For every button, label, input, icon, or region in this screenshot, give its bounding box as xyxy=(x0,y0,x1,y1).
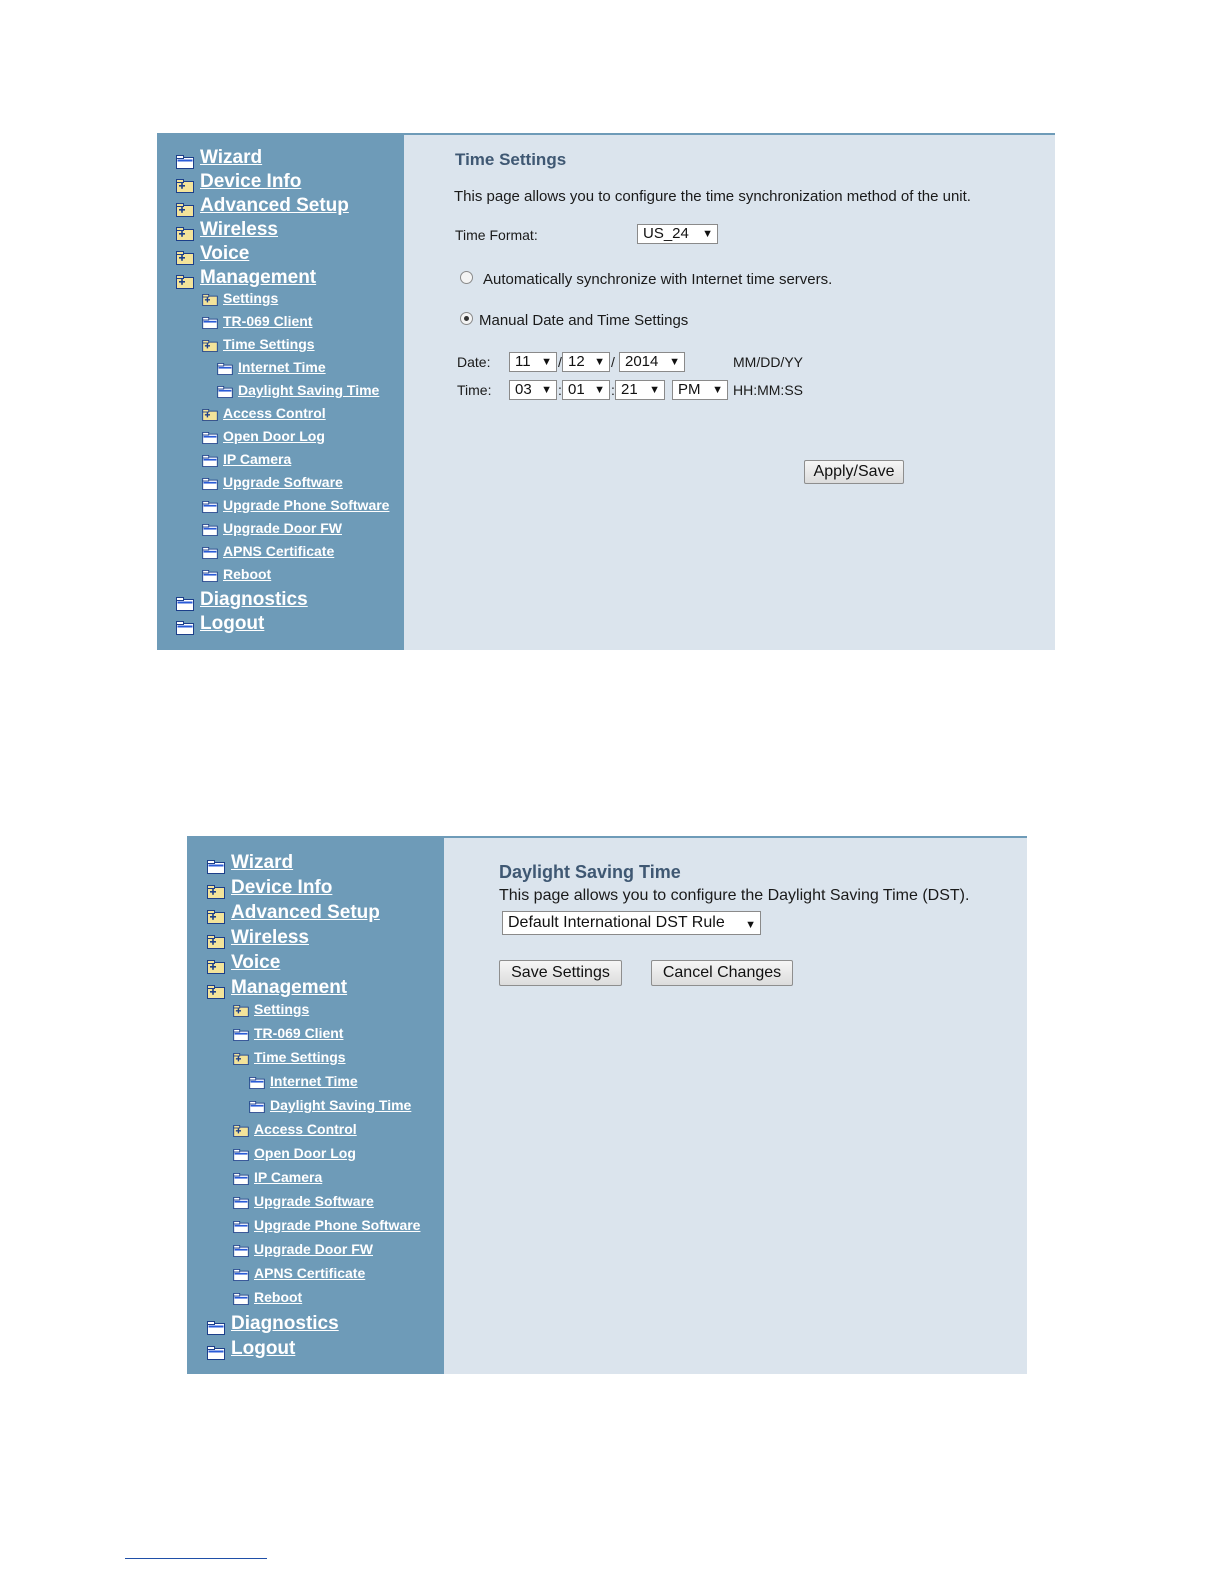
sidebar-item-label[interactable]: Logout xyxy=(231,1338,296,1359)
sidebar-item-ip-camera[interactable] xyxy=(202,451,291,467)
sidebar-item-label[interactable]: Device Info xyxy=(231,877,333,898)
sidebar-item-label[interactable]: Daylight Saving Time xyxy=(238,382,380,398)
sidebar-item-advanced-setup[interactable] xyxy=(207,902,380,924)
sidebar-item-daylight-saving-time[interactable] xyxy=(249,1097,411,1113)
sidebar-item-tr-069-client[interactable] xyxy=(233,1025,343,1041)
sidebar-item-reboot[interactable] xyxy=(202,566,271,582)
time-second-value: 21 xyxy=(621,381,638,398)
dst-rule-value: Default International DST Rule xyxy=(508,914,725,931)
sidebar-item-label[interactable]: Management xyxy=(200,267,317,288)
folder-icon xyxy=(233,1173,249,1185)
sidebar-item-wireless[interactable] xyxy=(176,219,278,241)
sidebar-item-label[interactable]: Internet Time xyxy=(270,1073,358,1089)
sidebar-item-advanced-setup[interactable] xyxy=(176,195,349,217)
sidebar-item-access-control[interactable] xyxy=(233,1121,357,1137)
folder-plus-icon xyxy=(233,1125,249,1137)
sidebar-item-logout[interactable] xyxy=(176,613,264,635)
sidebar-item-label[interactable]: Wizard xyxy=(231,852,294,873)
sidebar-item-label[interactable]: Management xyxy=(231,977,348,998)
folder-icon xyxy=(249,1101,265,1113)
sidebar-item-daylight-saving-time[interactable] xyxy=(217,382,379,398)
folder-plus-icon xyxy=(207,935,225,949)
folder-icon xyxy=(233,1245,249,1257)
folder-icon xyxy=(233,1293,249,1305)
sidebar-item-label[interactable]: TR-069 Client xyxy=(254,1025,344,1041)
folder-icon xyxy=(233,1269,249,1281)
sidebar-item-wireless[interactable] xyxy=(207,927,309,949)
sidebar-item-wizard[interactable] xyxy=(207,852,293,874)
chevron-down-icon: ▼ xyxy=(702,228,713,240)
time-ampm-select[interactable] xyxy=(672,380,728,400)
folder-plus-icon xyxy=(176,227,194,241)
sidebar-item-label[interactable]: Upgrade Phone Software xyxy=(254,1217,421,1233)
date-day-select[interactable] xyxy=(562,352,610,372)
sidebar-nav xyxy=(187,836,444,1374)
sidebar-item-label[interactable]: Reboot xyxy=(254,1289,303,1305)
sidebar-item-label[interactable]: Upgrade Door FW xyxy=(254,1241,373,1257)
folder-plus-icon xyxy=(176,203,194,217)
chevron-down-icon: ▼ xyxy=(541,356,552,368)
cancel-changes-button[interactable]: Cancel Changes xyxy=(651,960,793,986)
folder-icon xyxy=(217,386,233,398)
date-format-hint: MM/DD/YY xyxy=(733,354,803,370)
time-hour-value: 03 xyxy=(515,381,532,398)
chevron-down-icon: ▼ xyxy=(594,384,605,396)
folder-icon xyxy=(202,432,218,444)
folder-icon xyxy=(202,501,218,513)
sidebar-item-label[interactable]: Time Settings xyxy=(223,336,315,352)
folder-icon xyxy=(233,1197,249,1209)
sidebar-item-internet-time[interactable] xyxy=(217,359,326,375)
page-description: This page allows you to configure the time synchronization method of the unit. xyxy=(454,188,971,205)
time-label: Time: xyxy=(457,382,492,398)
sidebar-item-device-info[interactable] xyxy=(207,877,332,899)
date-year-value: 2014 xyxy=(625,353,659,370)
sidebar-item-label[interactable]: Voice xyxy=(231,952,281,973)
folder-plus-icon xyxy=(207,885,225,899)
folder-icon xyxy=(202,547,218,559)
folder-plus-icon xyxy=(233,1053,249,1065)
sidebar-item-management[interactable] xyxy=(176,267,316,289)
sidebar-item-label[interactable]: IP Camera xyxy=(223,451,292,467)
folder-icon xyxy=(202,524,218,536)
dst-rule-select[interactable] xyxy=(502,911,761,935)
sidebar-item-settings[interactable] xyxy=(202,290,278,306)
date-year-select[interactable] xyxy=(619,352,685,372)
chevron-down-icon: ▼ xyxy=(712,384,723,396)
sidebar-item-label[interactable]: Diagnostics xyxy=(200,589,308,610)
page-title: Daylight Saving Time xyxy=(499,862,681,882)
chevron-down-icon: ▼ xyxy=(594,356,605,368)
time-settings-screenshot xyxy=(157,133,1055,650)
dst-panel xyxy=(444,836,1027,1374)
time-format-hint: HH:MM:SS xyxy=(733,382,803,398)
time-separator: : xyxy=(611,382,615,398)
sidebar-item-upgrade-phone-software[interactable] xyxy=(202,497,389,513)
sidebar-item-time-settings[interactable] xyxy=(233,1049,346,1065)
sidebar-item-label[interactable]: Internet Time xyxy=(238,359,326,375)
date-month-select[interactable] xyxy=(509,352,557,372)
folder-plus-icon xyxy=(202,340,218,352)
folder-icon xyxy=(207,860,225,874)
folder-plus-icon xyxy=(233,1005,249,1017)
sidebar-item-internet-time[interactable] xyxy=(249,1073,358,1089)
sidebar-item-label[interactable]: Wireless xyxy=(231,927,309,948)
manual-settings-radio[interactable] xyxy=(460,312,473,325)
page-title: Time Settings xyxy=(455,150,567,169)
date-day-value: 12 xyxy=(568,353,585,370)
sidebar-item-label[interactable]: APNS Certificate xyxy=(254,1265,366,1281)
sidebar-item-diagnostics[interactable] xyxy=(207,1313,339,1335)
folder-plus-icon xyxy=(176,179,194,193)
sidebar-item-label[interactable]: APNS Certificate xyxy=(223,543,335,559)
sidebar-item-label[interactable]: Diagnostics xyxy=(231,1313,339,1334)
sidebar-item-apns-certificate[interactable] xyxy=(202,543,334,559)
time-second-select[interactable] xyxy=(615,380,665,400)
folder-icon xyxy=(202,317,218,329)
time-separator: : xyxy=(558,382,562,398)
folder-plus-icon xyxy=(207,960,225,974)
sidebar-item-label[interactable]: Voice xyxy=(200,243,250,264)
chevron-down-icon: ▼ xyxy=(541,384,552,396)
sidebar-item-access-control[interactable] xyxy=(202,405,326,421)
sidebar-item-label[interactable]: Wizard xyxy=(200,147,263,168)
folder-icon xyxy=(202,570,218,582)
sidebar-item-label[interactable]: Daylight Saving Time xyxy=(270,1097,412,1113)
folder-plus-icon xyxy=(176,251,194,265)
sidebar-item-time-settings[interactable] xyxy=(202,336,315,352)
sidebar-item-ip-camera[interactable] xyxy=(233,1169,322,1185)
manual-settings-label: Manual Date and Time Settings xyxy=(479,312,689,329)
sidebar-item-wizard[interactable] xyxy=(176,147,262,169)
sidebar-item-upgrade-door-fw[interactable] xyxy=(202,520,342,536)
sidebar-item-upgrade-software[interactable] xyxy=(233,1193,374,1209)
sidebar-item-logout[interactable] xyxy=(207,1338,295,1360)
folder-icon xyxy=(233,1149,249,1161)
time-ampm-value: PM xyxy=(678,381,701,398)
sidebar-item-label[interactable]: Access Control xyxy=(223,405,326,421)
sidebar-item-label[interactable]: Logout xyxy=(200,613,265,634)
time-hour-select[interactable] xyxy=(509,380,557,400)
sidebar-item-label[interactable]: Advanced Setup xyxy=(200,195,349,216)
folder-icon xyxy=(176,621,194,635)
chevron-down-icon: ▼ xyxy=(669,356,680,368)
sidebar-item-upgrade-door-fw[interactable] xyxy=(233,1241,373,1257)
sidebar-item-label[interactable]: Device Info xyxy=(200,171,302,192)
folder-plus-icon xyxy=(176,275,194,289)
sidebar-item-upgrade-phone-software[interactable] xyxy=(233,1217,420,1233)
sidebar-nav xyxy=(157,133,404,650)
sidebar-item-label[interactable]: Upgrade Door FW xyxy=(223,520,342,536)
time-format-label: Time Format: xyxy=(455,227,538,243)
auto-sync-label: Automatically synchronize with Internet time servers. xyxy=(483,271,833,288)
auto-sync-radio[interactable] xyxy=(460,271,473,284)
folder-plus-icon xyxy=(207,910,225,924)
sidebar-item-label[interactable]: Settings xyxy=(223,290,279,306)
folder-icon xyxy=(233,1221,249,1233)
sidebar-item-settings[interactable] xyxy=(233,1001,309,1017)
sidebar-item-label[interactable]: Upgrade Software xyxy=(254,1193,374,1209)
folder-plus-icon xyxy=(202,409,218,421)
folder-icon xyxy=(202,478,218,490)
chevron-down-icon: ▼ xyxy=(649,384,660,396)
sidebar-item-label[interactable]: Reboot xyxy=(223,566,272,582)
time-format-value: US_24 xyxy=(643,225,689,242)
sidebar-item-management[interactable] xyxy=(207,977,347,999)
sidebar-item-diagnostics[interactable] xyxy=(176,589,308,611)
sidebar-item-upgrade-software[interactable] xyxy=(202,474,343,490)
sidebar-item-voice[interactable] xyxy=(176,243,249,265)
folder-icon xyxy=(249,1077,265,1089)
sidebar-item-voice[interactable] xyxy=(207,952,280,974)
sidebar-item-open-door-log[interactable] xyxy=(233,1145,356,1161)
folder-icon xyxy=(217,363,233,375)
folder-icon xyxy=(202,455,218,467)
folder-plus-icon xyxy=(207,985,225,999)
page-description: This page allows you to configure the Daylight Saving Time (DST). xyxy=(499,887,970,904)
save-settings-button[interactable]: Save Settings xyxy=(499,960,622,986)
folder-icon xyxy=(233,1029,249,1041)
sidebar-item-device-info[interactable] xyxy=(176,171,301,193)
sidebar-item-label[interactable]: Time Settings xyxy=(254,1049,346,1065)
time-minute-value: 01 xyxy=(568,381,585,398)
sidebar-item-apns-certificate[interactable] xyxy=(233,1265,365,1281)
apply-save-button[interactable]: Apply/Save xyxy=(804,460,904,484)
folder-plus-icon xyxy=(202,294,218,306)
sidebar-item-label[interactable]: Open Door Log xyxy=(223,428,325,444)
time-settings-panel xyxy=(404,133,1055,650)
folder-icon xyxy=(176,597,194,611)
sidebar-item-tr-069-client[interactable] xyxy=(202,313,312,329)
date-month-value: 11 xyxy=(515,353,531,370)
date-label: Date: xyxy=(457,354,491,370)
sidebar-item-reboot[interactable] xyxy=(233,1289,302,1305)
folder-icon xyxy=(207,1346,225,1360)
sidebar-item-open-door-log[interactable] xyxy=(202,428,325,444)
sidebar-item-label[interactable]: Open Door Log xyxy=(254,1145,356,1161)
sidebar-item-label[interactable]: Upgrade Software xyxy=(223,474,343,490)
footnote-separator xyxy=(125,1558,267,1559)
date-separator: / xyxy=(558,354,562,370)
time-format-select[interactable] xyxy=(637,224,718,244)
chevron-down-icon: ▼ xyxy=(745,919,756,931)
sidebar-item-label[interactable]: Access Control xyxy=(254,1121,357,1137)
sidebar-item-label[interactable]: IP Camera xyxy=(254,1169,323,1185)
folder-icon xyxy=(176,155,194,169)
sidebar-item-label[interactable]: Settings xyxy=(254,1001,310,1017)
date-separator: / xyxy=(611,354,615,370)
sidebar-item-label[interactable]: Wireless xyxy=(200,219,278,240)
daylight-saving-screenshot xyxy=(187,836,1027,1374)
sidebar-item-label[interactable]: TR-069 Client xyxy=(223,313,313,329)
folder-icon xyxy=(207,1321,225,1335)
sidebar-item-label[interactable]: Upgrade Phone Software xyxy=(223,497,390,513)
sidebar-item-label[interactable]: Advanced Setup xyxy=(231,902,380,923)
time-minute-select[interactable] xyxy=(562,380,610,400)
